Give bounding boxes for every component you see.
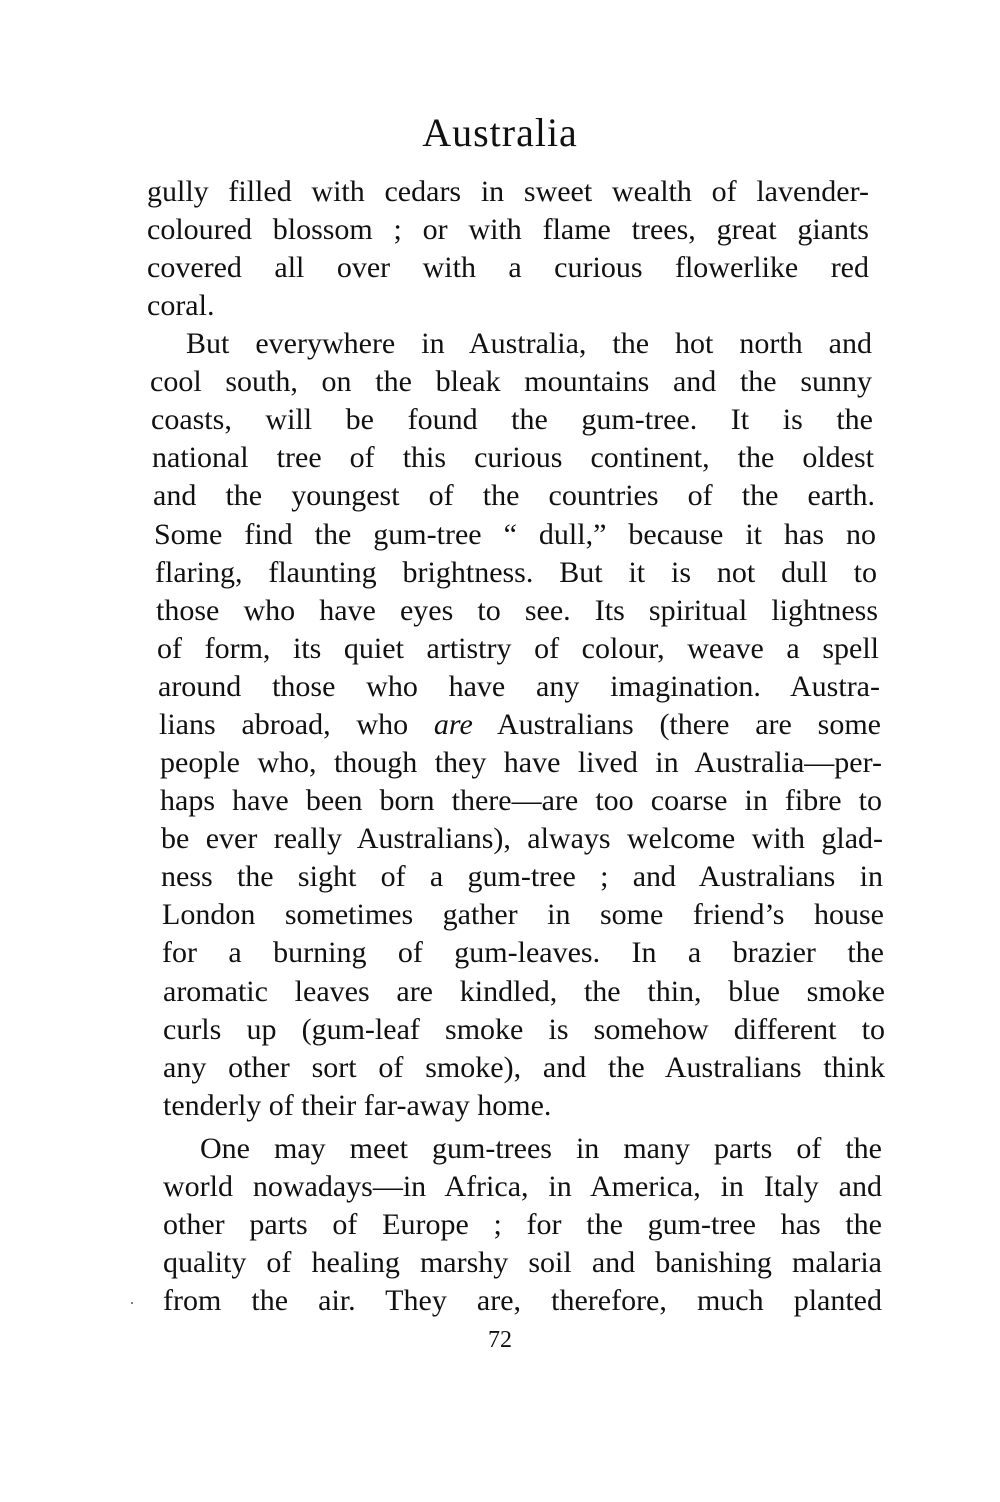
running-head: Australia	[422, 110, 578, 155]
text-line: of form, its quiet artistry of colour, weave a spell	[157, 632, 879, 665]
text-line: curls up (gum-leaf smoke is somehow different to	[163, 1013, 885, 1046]
text-line: London sometimes gather in some friend’s house	[162, 898, 884, 931]
text-line: world nowadays—in Africa, in America, in Italy and	[163, 1170, 882, 1203]
text-line: any other sort of smoke), and the Australians think	[163, 1051, 885, 1084]
text-line: flaring, flaunting brightness. But it is not dull to	[155, 556, 877, 589]
text-line: other parts of Europe ; for the gum-tree has the	[163, 1208, 882, 1241]
text-line: coasts, will be found the gum-tree. It is the	[151, 403, 873, 436]
text-line: around those who have any imagination. Austra-	[158, 670, 880, 703]
text-line: lians abroad, who are Australians (there are some	[159, 708, 881, 741]
text-line: gully filled with cedars in sweet wealth of lavender-	[147, 175, 869, 208]
text-line: aromatic leaves are kindled, the thin, blue smoke	[163, 975, 885, 1008]
print-speck	[131, 1302, 133, 1304]
text-line: from the air. They are, therefore, much planted	[163, 1284, 882, 1317]
text-line: Some find the gum-tree “ dull,” because it has no	[154, 518, 876, 551]
page-number: 72	[488, 1327, 512, 1353]
text-line: people who, though they have lived in Australia—per-	[160, 746, 882, 779]
text-line: be ever really Australians), always welcome with glad-	[161, 822, 883, 855]
text-line: One may meet gum-trees in many parts of the	[200, 1132, 882, 1165]
text-line: haps have been born there—are too coarse in fibre to	[160, 784, 882, 817]
italic-emphasis: are	[433, 708, 473, 741]
text-line: national tree of this curious continent, the oldest	[152, 441, 874, 474]
text-line: But everywhere in Australia, the hot north and	[186, 327, 872, 360]
text-line: coral.	[147, 289, 215, 322]
text-line: coloured blossom ; or with flame trees, great giants	[147, 213, 869, 246]
text-line: tenderly of their far-away home.	[163, 1089, 552, 1122]
text-line: ness the sight of a gum-tree ; and Australians in	[161, 860, 883, 893]
text-line: those who have eyes to see. Its spiritual lightness	[156, 594, 878, 627]
text-line: cool south, on the bleak mountains and the sunny	[150, 365, 872, 398]
text-line: for a burning of gum-leaves. In a brazier the	[162, 936, 884, 969]
text-line: quality of healing marshy soil and banishing malaria	[163, 1246, 882, 1279]
text-line: covered all over with a curious flowerlike red	[147, 251, 869, 284]
text-line: and the youngest of the countries of the earth.	[153, 479, 875, 512]
